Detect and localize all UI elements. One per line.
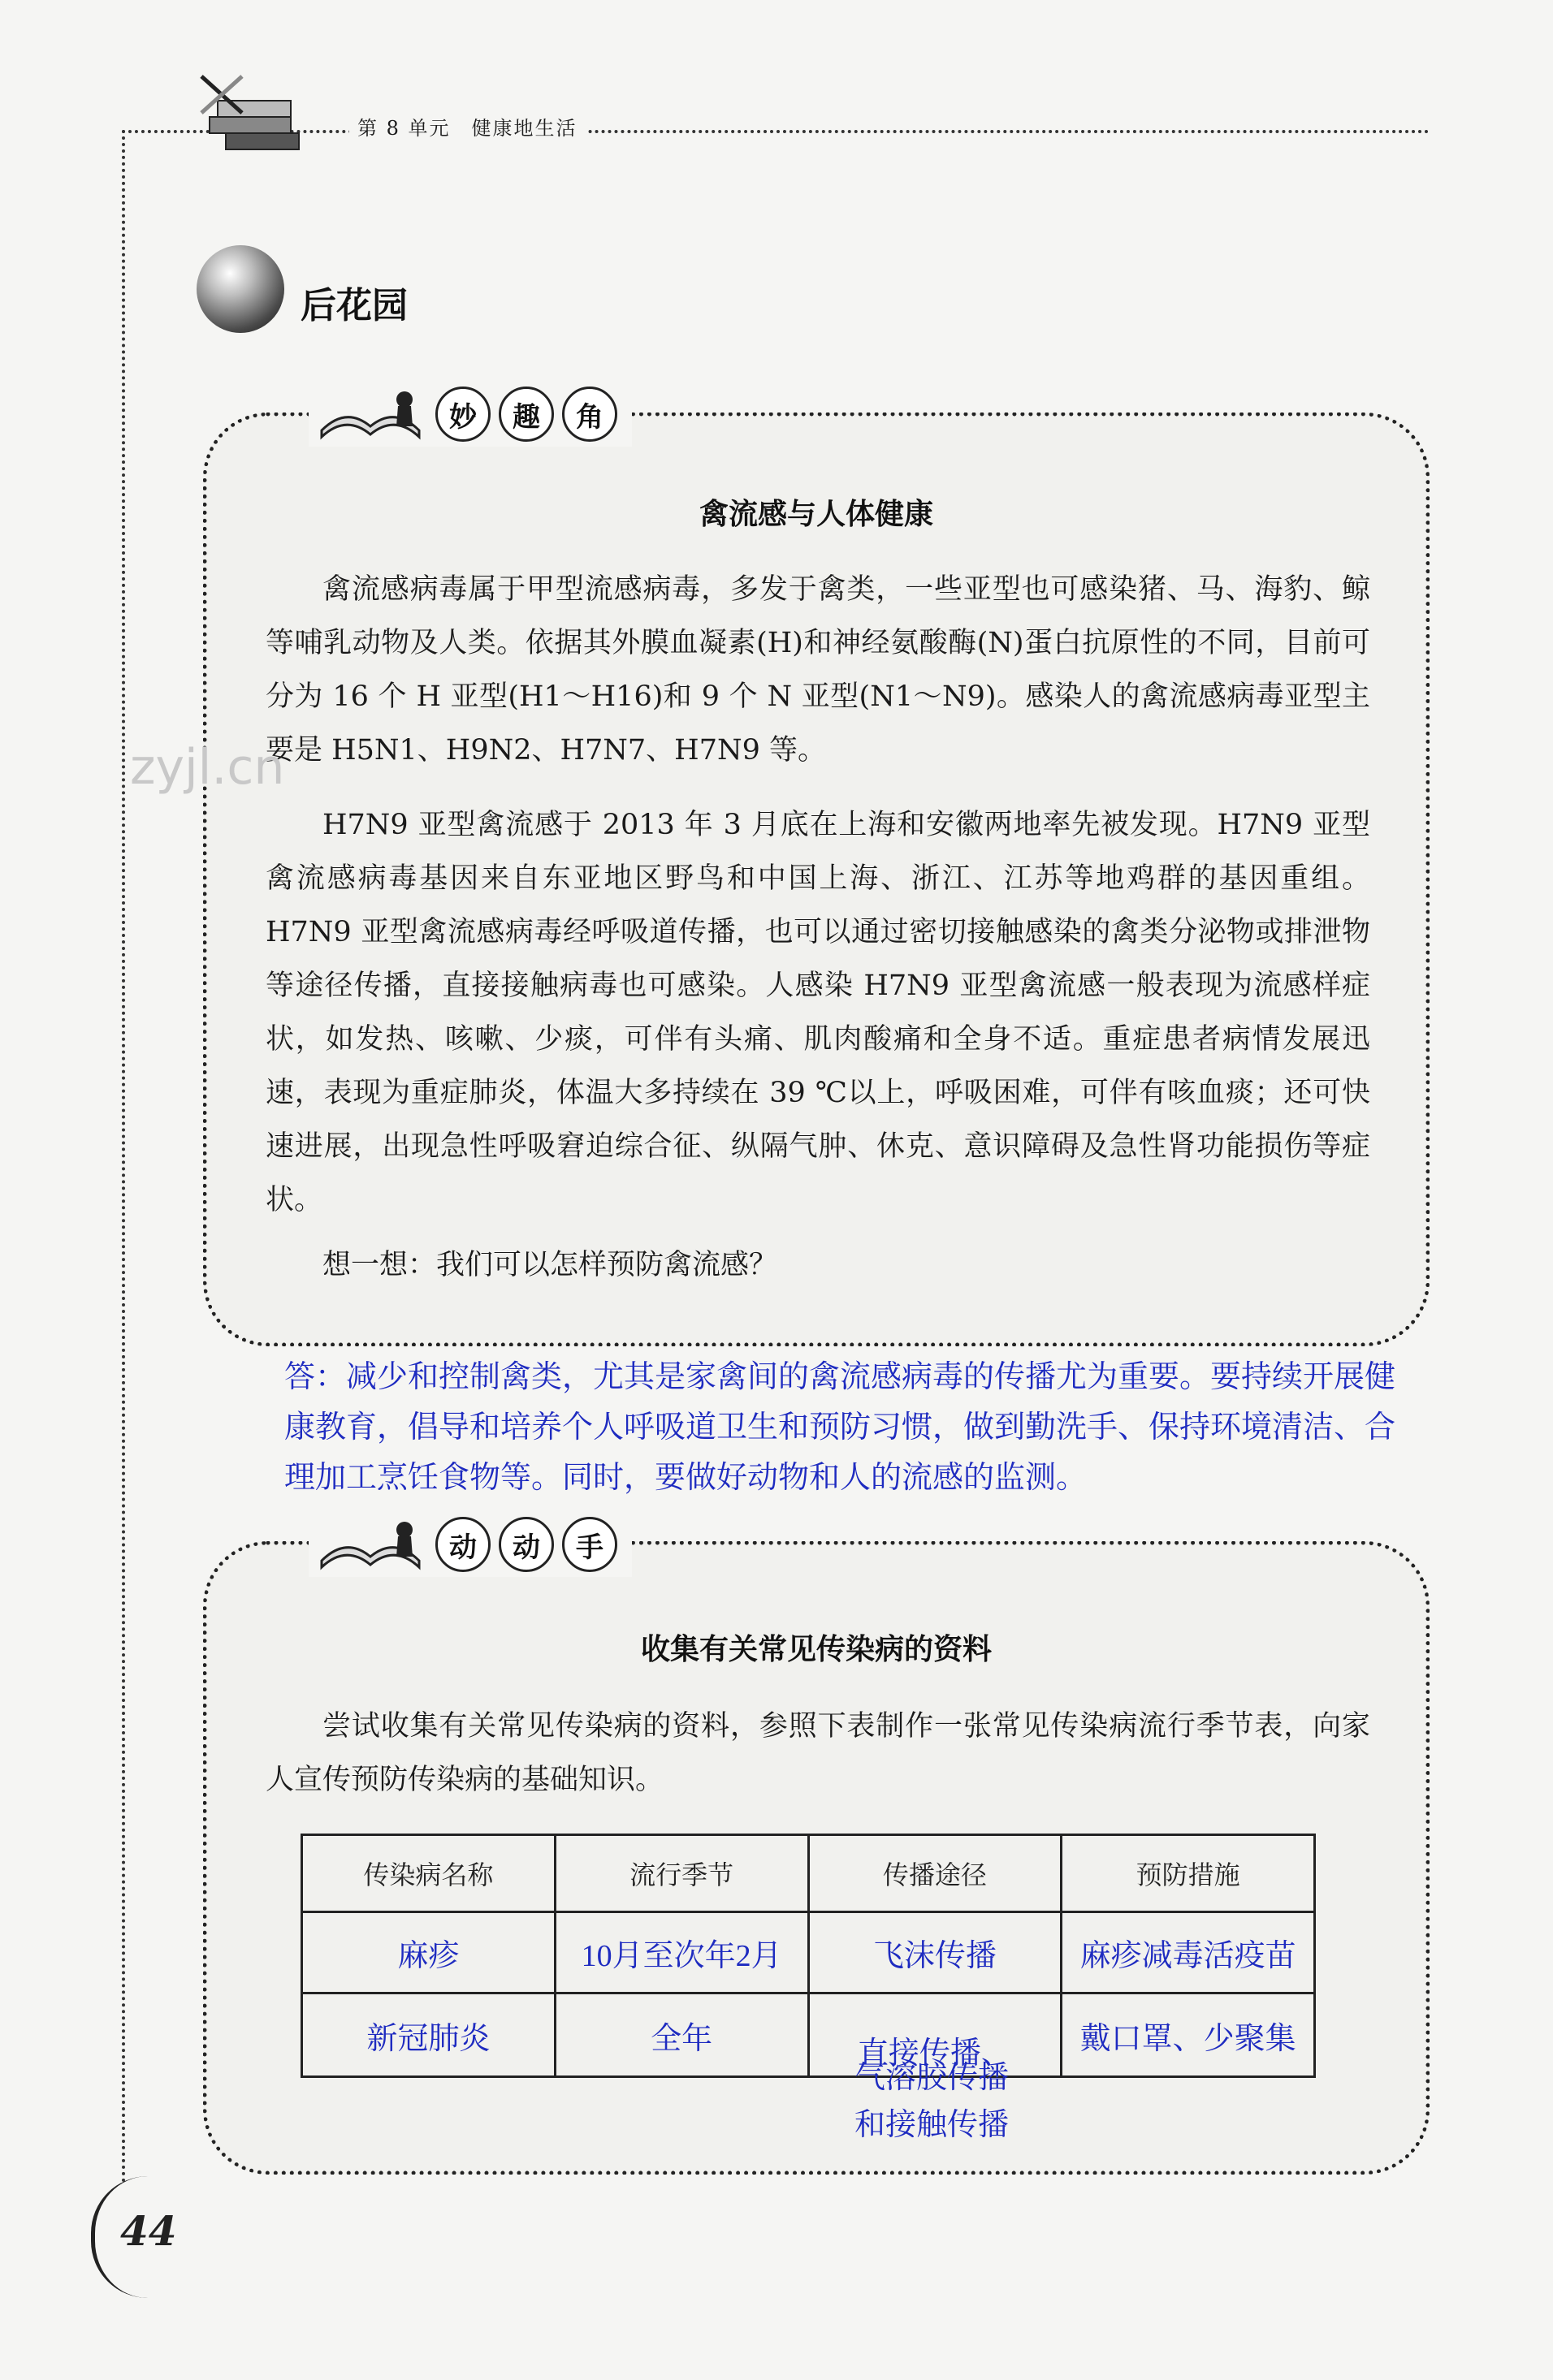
tag-char-2: 趣 [499, 387, 554, 442]
cell-prevention: 麻疹减毒活疫苗 [1062, 1912, 1315, 1993]
tag-char-1: 妙 [435, 387, 491, 442]
table-row [302, 1912, 1315, 1993]
box1-title: 禽流感与人体健康 [699, 498, 933, 531]
header-prevention: 预防措施 [1062, 1835, 1315, 1912]
header-route: 传播途径 [808, 1835, 1062, 1912]
tag-char-1: 动 [435, 1517, 491, 1572]
box2-title: 收集有关常见传染病的资料 [640, 1633, 992, 1666]
book-cat-icon [314, 1512, 427, 1577]
box1-question: 想一想：我们可以怎样预防禽流感？ [322, 1249, 778, 1281]
cell-route: 飞沫传播 [808, 1912, 1062, 1993]
left-dotted-rule [122, 130, 125, 2184]
handwritten-answer: 答：减少和控制禽类，尤其是家禽间的禽流感病毒的传播尤为重要。要持续开展健康教育，倡导和培养个人呼吸道卫生和预防习惯，做到勤洗手、保持环境清洁、合理加工烹饪食物等。同时，要做好动物和人的流感的监测。 [284, 1360, 1396, 1495]
box1-paragraph-2: H7N9 亚型禽流感于 2013 年 3 月底在上海和安徽两地率先被发现。H7N9 亚型禽流感病毒基因来自东亚地区野鸟和中国上海、浙江、江苏等地鸡群的基因重组。H7N9 亚型禽流感病毒经呼吸道传播，也可以通过密切接触感染的禽类分泌物或排泄物等途径传播，直接接触病毒也可感染。人感染 H7N9 亚型禽流感一般表现为流感样症状，如发热、咳嗽、少痰，可伴有头痛、肌肉酸痛和全身不适。重症患者病情发展迅速，表现为重症肺炎，体温大多持续在 39 ℃以上，呼吸困难，可伴有咳血痰；还可快速进展，出现急性呼吸窘迫综合征、纵隔气肿、休克、意识障碍及急性肾功能损伤等症状。 [266, 809, 1370, 1216]
books-pencil-icon [185, 68, 307, 158]
header-disease: 传染病名称 [302, 1835, 556, 1912]
page-number: 44 [120, 2207, 177, 2255]
unit-header: 第 8 单元 健康地生活 [349, 112, 586, 140]
cell-route: 直接传播、 [808, 1993, 1062, 2077]
watermark: zyjl.cn [130, 739, 285, 796]
fun-corner-box [203, 413, 1430, 1346]
tag-char-3: 手 [562, 1517, 617, 1572]
section-title: 后花园 [301, 285, 408, 326]
hands-on-tag [309, 1512, 632, 1577]
fun-corner-tag [309, 382, 632, 447]
route-overflow-text [854, 2054, 1009, 2149]
sphere-icon [197, 245, 284, 333]
book-cat-icon [314, 382, 427, 447]
table-row [302, 1993, 1315, 2077]
route-overflow-line-1: 气溶胶传播 [854, 2061, 1010, 2095]
box2-intro: 尝试收集有关常见传染病的资料，参照下表制作一张常见传染病流行季节表，向家人宣传预防传染病的基础知识。 [266, 1710, 1370, 1796]
tag-char-2: 动 [499, 1517, 554, 1572]
box1-paragraph-1: 禽流感病毒属于甲型流感病毒，多发于禽类，一些亚型也可感染猪、马、海豹、鲸等哺乳动物及人类。依据其外膜血凝素(H)和神经氨酸酶(N)蛋白抗原性的不同，目前可分为 16 个 H 亚型(H1～H16)和 9 个 N 亚型(N1～N9)。感染人的禽流感病毒亚型主要是 H5N1、H9N2、H7N7、H7N9 等。 [266, 573, 1370, 767]
route-overflow-line-2: 和接触传播 [854, 2108, 1010, 2142]
cell-season: 10月至次年2月 [555, 1912, 808, 1993]
header-season: 流行季节 [555, 1835, 808, 1912]
tag-char-3: 角 [562, 387, 617, 442]
cell-prevention: 戴口罩、少聚集 [1062, 1993, 1315, 2077]
cell-season: 全年 [555, 1993, 808, 2077]
table-header-row [302, 1835, 1315, 1912]
cell-disease: 新冠肺炎 [302, 1993, 556, 2077]
cell-disease: 麻疹 [302, 1912, 556, 1993]
header-dotted-rule [122, 130, 1430, 133]
infection-table [301, 1834, 1316, 2078]
